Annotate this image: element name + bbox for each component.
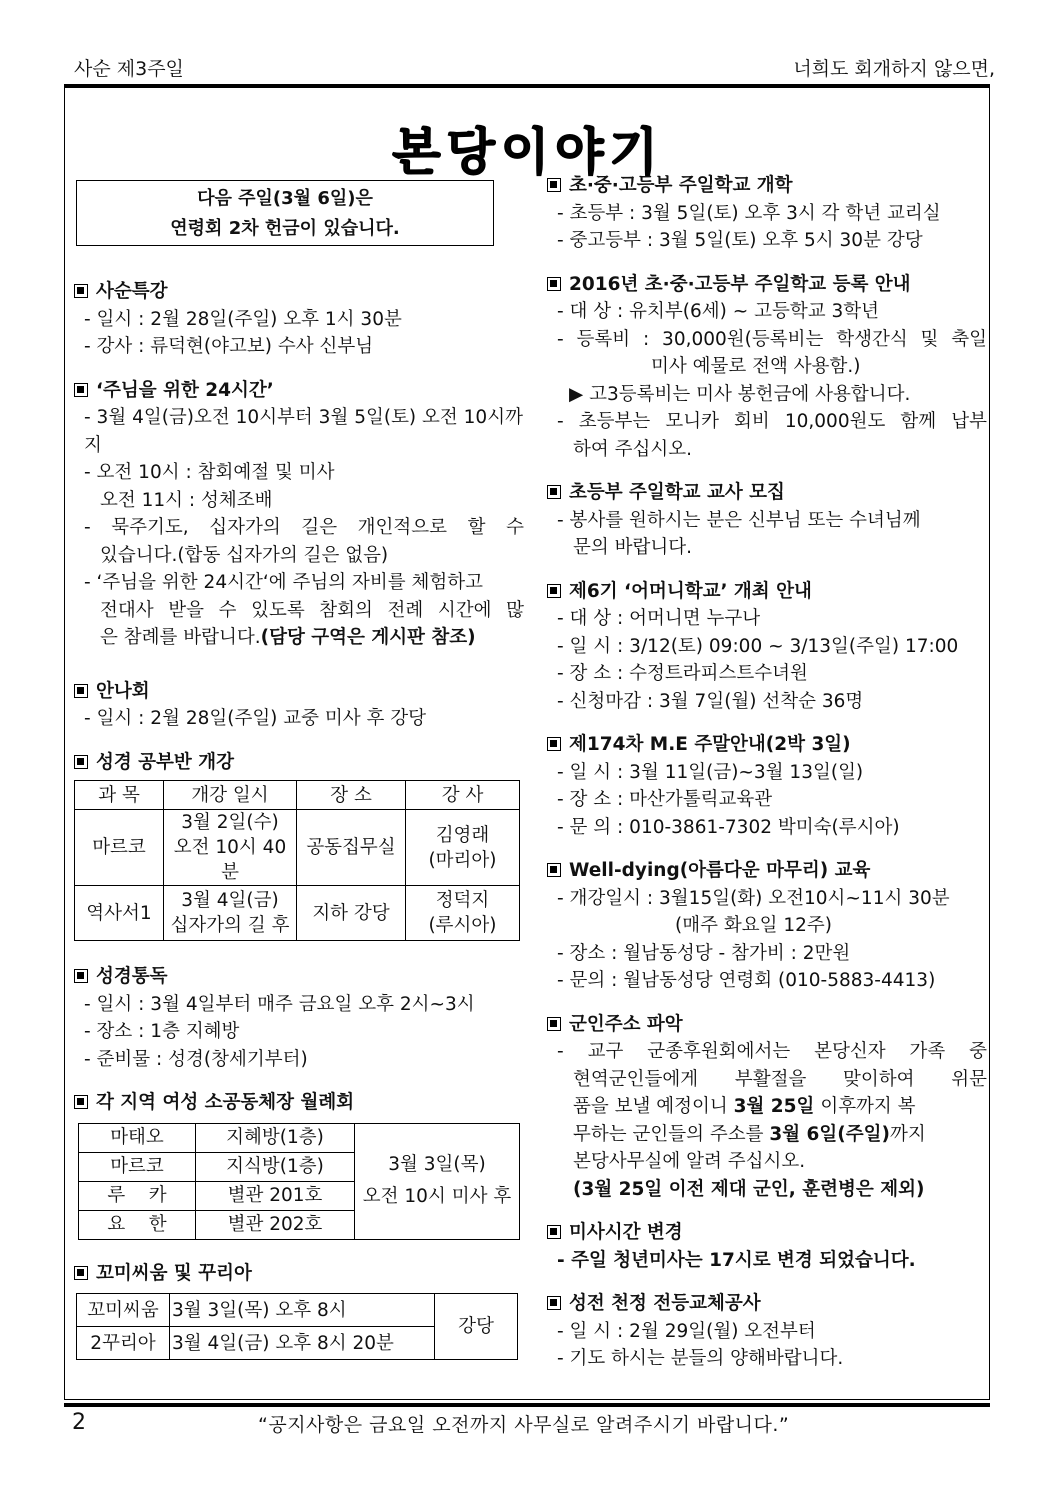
- table-header: 과 목: [75, 781, 164, 810]
- section-heading: 제6기 ‘어머니학교’ 개최 안내: [547, 578, 987, 606]
- square-bullet-icon: [74, 1266, 88, 1280]
- text-line: - 일 시 : 3/12(토) 09:00 ~ 3/13일(주일) 17:00: [557, 635, 959, 657]
- table-header: 장 소: [297, 781, 406, 810]
- text-line: - 일 시 : 2월 29일(월) 오전부터: [557, 1320, 816, 1342]
- section-heading: 성경통독: [74, 963, 524, 991]
- text-line: - 일시 : 2월 28일(주일) 교중 미사 후 강당: [84, 708, 427, 729]
- section-heading: 안나회: [74, 678, 524, 706]
- text-line: - ‘주님을 위한 24시간‘에 주님의 자비를 체험하고: [84, 572, 483, 593]
- square-bullet-icon: [74, 755, 88, 769]
- text-line: - 준비물 : 성경(창세기부터): [84, 1048, 308, 1070]
- women-meeting-table: [78, 1123, 520, 1240]
- text-line: 현역군인들에게 부활절을 맞이하여 위문: [573, 1068, 987, 1090]
- page-number: 2: [72, 1410, 86, 1435]
- text-line: - 장소 : 1층 지혜방: [84, 1021, 240, 1042]
- text-line: 오전 11시 : 성체조배: [100, 489, 273, 511]
- text-line: 있습니다.(합동 십자가의 길은 없음): [100, 544, 389, 566]
- left-column: [74, 180, 524, 1360]
- square-bullet-icon: [547, 485, 561, 499]
- text-line: (매주 화요일 12주): [675, 915, 832, 936]
- notice-box: [76, 180, 494, 246]
- table-cell: 지혜방(1층): [196, 1123, 355, 1152]
- text-line: 본당사무실에 알려 주십시오.: [573, 1151, 806, 1172]
- square-bullet-icon: [74, 1095, 88, 1109]
- table-cell: 마태오: [79, 1123, 196, 1152]
- footer-note: “공지사항은 금요일 오전까지 사무실로 알려주시기 바랍니다.”: [258, 1414, 790, 1436]
- page-title: 본당이야기: [392, 123, 664, 181]
- text-line: - 초등부 : 3월 5일(토) 오후 3시 각 학년 교리실: [557, 202, 941, 224]
- square-bullet-icon: [74, 969, 88, 983]
- text-line: 은 참례를 바랍니다.(담당 구역은 게시판 참조): [100, 627, 476, 648]
- square-bullet-icon: [547, 1296, 561, 1310]
- section-heading: 초·중·고등부 주일학교 개학: [547, 172, 987, 200]
- text-line: - 장소 : 월남동성당 - 참가비 : 2만원: [557, 942, 851, 964]
- table-cell: 루 카: [79, 1181, 196, 1210]
- table-cell: 꼬미씨움: [77, 1294, 170, 1327]
- text-line: - 교구 군종후원회에서는 본당신자 가족 중: [557, 1041, 987, 1062]
- table-cell: 요 한: [79, 1210, 196, 1239]
- square-bullet-icon: [74, 284, 88, 298]
- section-heading: 사순특강: [74, 278, 524, 306]
- square-bullet-icon: [547, 178, 561, 192]
- section-heading: 초등부 주일학교 교사 모집: [547, 479, 987, 507]
- header-right: 너희도 회개하지 않으면,: [793, 58, 995, 80]
- text-line: 문의 바랍니다.: [573, 537, 692, 558]
- table-cell: 마르코: [79, 1152, 196, 1181]
- text-line: - 강사 : 류덕현(야고보) 수사 신부님: [84, 336, 374, 357]
- table-row: [79, 1123, 520, 1152]
- table-header-row: [75, 781, 520, 810]
- text-line: - 일시 : 2월 28일(주일) 오후 1시 30분: [84, 308, 402, 330]
- text-line: - 초등부는 모니카 회비 10,000원도 함께 납부: [557, 411, 987, 432]
- section-heading: 2016년 초·중·고등부 주일학교 등록 안내: [547, 271, 987, 299]
- text-line: - 주일 청년미사는 17시로 변경 되었습니다.: [557, 1249, 916, 1271]
- text-line: - 문 의 : 010-3861-7302 박미숙(루시아): [557, 816, 900, 838]
- bible-class-table: [74, 780, 520, 941]
- text-line: - 중고등부 : 3월 5일(토) 오후 5시 30분 강당: [557, 230, 923, 251]
- table-cell: 3월 4일(금) 십자가의 길 후: [164, 886, 297, 941]
- table-cell: 3월 3일(목) 오전 10시 미사 후: [355, 1123, 520, 1239]
- text-line: - 등록비 : 30,000원(등록비는 학생간식 및 축일: [557, 328, 987, 350]
- section-heading: 미사시간 변경: [547, 1219, 987, 1247]
- text-line: (3월 25일 이전 제대 군인, 훈련병은 제외): [573, 1178, 925, 1200]
- right-column: [547, 172, 987, 1373]
- text-line: - 개강일시 : 3월15일(화) 오전10시~11시 30분: [557, 887, 950, 909]
- table-cell: 공동집무실: [297, 810, 406, 886]
- table-header: 강 사: [406, 781, 520, 810]
- square-bullet-icon: [547, 1017, 561, 1031]
- text-line: - 문의 : 월남동성당 연령회 (010-5883-4413): [557, 970, 936, 991]
- square-bullet-icon: [547, 737, 561, 751]
- table-cell: 강당: [435, 1294, 518, 1360]
- text-line: - 대 상 : 어머니면 누구나: [557, 608, 761, 629]
- square-bullet-icon: [74, 684, 88, 698]
- notice-line: 연령회 2차 헌금이 있습니다.: [170, 218, 400, 239]
- section-heading: 각 지역 여성 소공동체장 월례회: [74, 1089, 524, 1117]
- text-line: - 일 시 : 3월 11일(금)~3월 13일(일): [557, 761, 864, 783]
- table-header: 개강 일시: [164, 781, 297, 810]
- section-heading: 성전 천정 전등교체공사: [547, 1290, 987, 1318]
- table-row: [75, 886, 520, 941]
- table-cell: 별관 201호: [196, 1181, 355, 1210]
- header-left: 사순 제3주일: [74, 58, 184, 80]
- text-line: - 장 소 : 수정트라피스트수녀원: [557, 663, 808, 684]
- footer-rule: [64, 1403, 990, 1407]
- section-heading: ‘주님을 위한 24시간’: [74, 377, 524, 405]
- text-line: ▶ 고3등록비는 미사 봉헌금에 사용합니다.: [569, 383, 911, 405]
- section-heading: 꼬미씨움 및 꾸리아: [74, 1260, 524, 1288]
- table-cell: 지하 강당: [297, 886, 406, 941]
- square-bullet-icon: [547, 863, 561, 877]
- table-cell: 2꾸리아: [77, 1327, 170, 1360]
- table-row: [75, 810, 520, 886]
- table-cell: 3월 2일(수) 오전 10시 40분: [164, 810, 297, 886]
- text-line: 하여 주십시오.: [573, 438, 692, 460]
- table-cell: 별관 202호: [196, 1210, 355, 1239]
- text-line: - 봉사를 원하시는 분은 신부님 또는 수녀님께: [557, 509, 921, 531]
- text-line: - 일시 : 3월 4일부터 매주 금요일 오후 2시~3시: [84, 993, 475, 1015]
- text-line: - 신청마감 : 3월 7일(월) 선착순 36명: [557, 690, 864, 712]
- square-bullet-icon: [547, 277, 561, 291]
- table-cell: 마르코: [75, 810, 164, 886]
- square-bullet-icon: [547, 1225, 561, 1239]
- section-heading: 제174차 M.E 주말안내(2박 3일): [547, 731, 987, 759]
- text-line: - 대 상 : 유치부(6세) ~ 고등학교 3학년: [557, 301, 880, 322]
- text-line: 미사 예물로 전액 사용함.): [651, 356, 861, 377]
- table-row: [77, 1294, 518, 1327]
- section-heading: 성경 공부반 개강: [74, 749, 524, 777]
- text-line: - 묵주기도, 십자가의 길은 개인적으로 할 수: [84, 517, 524, 538]
- table-cell: 김영래 (마리아): [406, 810, 520, 886]
- text-line: 전대사 받을 수 있도록 참회의 전례 시간에 많: [100, 599, 524, 621]
- text-line: - 기도 하시는 분들의 양해바랍니다.: [557, 1348, 844, 1369]
- text-line: 품을 보낼 예정이니 3월 25일 이후까지 복: [573, 1096, 916, 1117]
- text-line: - 3월 4일(금)오전 10시부터 3월 5일(토) 오전 10시까지: [84, 407, 523, 456]
- square-bullet-icon: [547, 584, 561, 598]
- notice-line: 다음 주일(3월 6일)은: [197, 188, 373, 209]
- section-heading: 군인주소 파악: [547, 1011, 987, 1039]
- square-bullet-icon: [74, 383, 88, 397]
- text-line: - 장 소 : 마산가톨릭교육관: [557, 789, 773, 810]
- table-cell: 3월 4일(금) 오후 8시 20분: [170, 1327, 435, 1360]
- section-heading: Well-dying(아름다운 마무리) 교육: [547, 857, 987, 885]
- table-cell: 정덕지 (루시아): [406, 886, 520, 941]
- kids-meeting-table: [76, 1293, 518, 1360]
- table-cell: 3월 3일(목) 오후 8시: [170, 1294, 435, 1327]
- text-line: 무하는 군인들의 주소를 3월 6일(주일)까지: [573, 1123, 926, 1145]
- text-line: - 오전 10시 : 참회예절 및 미사: [84, 462, 335, 483]
- table-cell: 지식방(1층): [196, 1152, 355, 1181]
- table-cell: 역사서1: [75, 886, 164, 941]
